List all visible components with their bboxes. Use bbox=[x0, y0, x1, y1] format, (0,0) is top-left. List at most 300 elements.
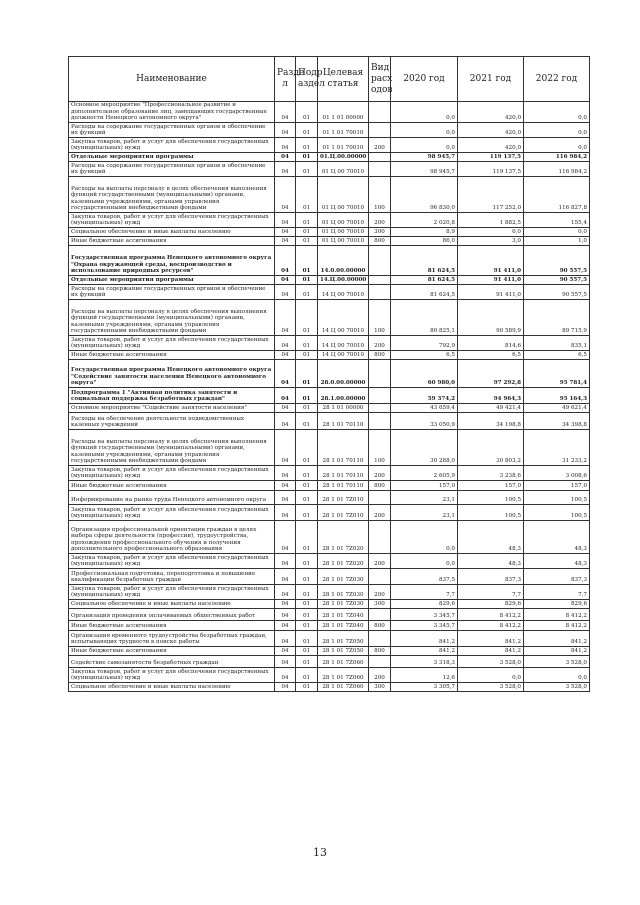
row-2020-cell: 96 830,0 bbox=[391, 177, 458, 213]
row-name-cell: Расходы на выплаты персоналу в целях обеспечения выполнения функций государственными (муниципальными) органами, казенными учреждениями, органами управления государственными внебюджетными фондами bbox=[69, 177, 275, 213]
row-2022-cell: 0,0 bbox=[524, 123, 590, 138]
row-2022-cell: 835,1 bbox=[524, 336, 590, 351]
row-2022-cell: 48,3 bbox=[524, 554, 590, 569]
table-row bbox=[69, 213, 590, 228]
table-row bbox=[69, 585, 590, 600]
row-subsection-cell: 01 bbox=[296, 177, 318, 213]
row-kind-cell bbox=[369, 102, 391, 123]
row-2021-cell: 0,0 bbox=[458, 668, 524, 683]
header-name: Наименование bbox=[69, 57, 275, 102]
row-2020-cell: 86,0 bbox=[391, 237, 458, 246]
table-row bbox=[69, 505, 590, 521]
row-kind-cell: 800 bbox=[369, 237, 391, 246]
header-kind: Вид расх одов bbox=[369, 57, 391, 102]
row-target-cell: 28 1 01 7Z060 bbox=[318, 668, 369, 683]
row-target-cell: 28 1 01 7Z010 bbox=[318, 505, 369, 521]
row-2022-cell: 89 715,9 bbox=[524, 300, 590, 336]
row-2022-cell: 48,3 bbox=[524, 521, 590, 554]
row-kind-cell: 300 bbox=[369, 683, 391, 692]
row-2022-cell: 8 412,2 bbox=[524, 621, 590, 631]
row-2021-cell: 0,0 bbox=[458, 228, 524, 237]
row-kind-cell: 800 bbox=[369, 621, 391, 631]
row-name-cell: Содействие самозанятости безработных граждан bbox=[69, 656, 275, 668]
table-row bbox=[69, 481, 590, 491]
row-target-cell: 28 1 01 7Z030 bbox=[318, 585, 369, 600]
header-2021: 2021 год bbox=[458, 57, 524, 102]
row-subsection-cell: 01 bbox=[296, 647, 318, 656]
table-row bbox=[69, 430, 590, 466]
row-2022-cell: 34 398,8 bbox=[524, 413, 590, 430]
row-2020-cell: 59 374,2 bbox=[391, 388, 458, 404]
row-2021-cell: 841,2 bbox=[458, 647, 524, 656]
row-section-cell: 04 bbox=[275, 656, 296, 668]
row-2021-cell: 97 292,8 bbox=[458, 360, 524, 388]
row-name-cell: Закупка товаров, работ и услуг для обеспечения государственных (муниципальных) нужд bbox=[69, 138, 275, 153]
table-row bbox=[69, 123, 590, 138]
row-target-cell: 14 Ц 00 70010 bbox=[318, 336, 369, 351]
row-2020-cell: 43 659,4 bbox=[391, 404, 458, 413]
row-subsection-cell: 01 bbox=[296, 413, 318, 430]
header-2022: 2022 год bbox=[524, 57, 590, 102]
table-row bbox=[69, 621, 590, 631]
row-kind-cell bbox=[369, 153, 391, 162]
row-target-cell: 28 1 01 70110 bbox=[318, 413, 369, 430]
row-2022-cell: 95 781,4 bbox=[524, 360, 590, 388]
row-2020-cell: 30 288,0 bbox=[391, 430, 458, 466]
table-row bbox=[69, 656, 590, 668]
row-2021-cell: 119 137,5 bbox=[458, 162, 524, 177]
row-name-cell: Отдельные мероприятия программы bbox=[69, 153, 275, 162]
row-section-cell: 04 bbox=[275, 102, 296, 123]
row-2021-cell: 8 412,2 bbox=[458, 609, 524, 621]
row-2022-cell: 0,0 bbox=[524, 102, 590, 123]
row-name-cell: Иные бюджетные ассигнования bbox=[69, 647, 275, 656]
row-kind-cell bbox=[369, 285, 391, 300]
row-2022-cell: 116 827,8 bbox=[524, 177, 590, 213]
row-2021-cell: 3 238,6 bbox=[458, 466, 524, 481]
header-section: Разде л bbox=[275, 57, 296, 102]
row-target-cell: 28 1 01 70110 bbox=[318, 481, 369, 491]
table-row bbox=[69, 102, 590, 123]
page-number: 13 bbox=[313, 846, 327, 859]
row-2022-cell: 3 528,0 bbox=[524, 656, 590, 668]
row-2022-cell: 95 164,3 bbox=[524, 388, 590, 404]
row-section-cell: 04 bbox=[275, 491, 296, 505]
row-target-cell: 28 1 01 7Z030 bbox=[318, 600, 369, 609]
row-2020-cell: 0,0 bbox=[391, 138, 458, 153]
row-2022-cell: 3 528,0 bbox=[524, 683, 590, 692]
row-kind-cell: 200 bbox=[369, 505, 391, 521]
row-section-cell: 04 bbox=[275, 647, 296, 656]
row-name-cell: Социальное обеспечение и иные выплаты населению bbox=[69, 683, 275, 692]
table-row bbox=[69, 360, 590, 388]
row-2021-cell: 48,3 bbox=[458, 521, 524, 554]
row-target-cell: 01 Ц 00 70010 bbox=[318, 162, 369, 177]
row-2021-cell: 420,0 bbox=[458, 102, 524, 123]
row-name-cell: Расходы на выплаты персоналу в целях обеспечения выполнения функций государственными (муниципальными) органами, казенными учреждениями, органами управления государственными внебюджетными фондами bbox=[69, 300, 275, 336]
row-2020-cell: 829,6 bbox=[391, 600, 458, 609]
row-kind-cell: 300 bbox=[369, 228, 391, 237]
row-section-cell: 04 bbox=[275, 413, 296, 430]
row-kind-cell: 200 bbox=[369, 336, 391, 351]
row-target-cell: 28 1 01 7Z020 bbox=[318, 554, 369, 569]
row-subsection-cell: 01 bbox=[296, 285, 318, 300]
row-name-cell: Иные бюджетные ассигнования bbox=[69, 621, 275, 631]
row-kind-cell: 800 bbox=[369, 481, 391, 491]
row-section-cell: 04 bbox=[275, 521, 296, 554]
header-2020: 2020 год bbox=[391, 57, 458, 102]
row-section-cell: 04 bbox=[275, 609, 296, 621]
table-row bbox=[69, 138, 590, 153]
row-section-cell: 04 bbox=[275, 360, 296, 388]
row-subsection-cell: 01 bbox=[296, 404, 318, 413]
row-subsection-cell: 01 bbox=[296, 430, 318, 466]
row-section-cell: 04 bbox=[275, 285, 296, 300]
row-2021-cell: 49 421,4 bbox=[458, 404, 524, 413]
row-2021-cell: 837,3 bbox=[458, 569, 524, 585]
table-row bbox=[69, 466, 590, 481]
row-2020-cell: 23,1 bbox=[391, 491, 458, 505]
table-row bbox=[69, 285, 590, 300]
row-kind-cell bbox=[369, 388, 391, 404]
row-subsection-cell: 01 bbox=[296, 466, 318, 481]
row-target-cell: 14.Ц.00.00000 bbox=[318, 276, 369, 285]
row-2021-cell: 829,6 bbox=[458, 600, 524, 609]
row-name-cell: Информирование на рынке труда Ненецкого автономного округа bbox=[69, 491, 275, 505]
row-2021-cell: 841,2 bbox=[458, 631, 524, 647]
table-row bbox=[69, 177, 590, 213]
row-kind-cell bbox=[369, 631, 391, 647]
row-2021-cell: 119 137,5 bbox=[458, 153, 524, 162]
row-2020-cell: 81 624,5 bbox=[391, 285, 458, 300]
table-row bbox=[69, 569, 590, 585]
row-2022-cell: 0,0 bbox=[524, 228, 590, 237]
row-section-cell: 04 bbox=[275, 430, 296, 466]
table-row bbox=[69, 276, 590, 285]
row-target-cell: 28 1 01 7Z040 bbox=[318, 609, 369, 621]
row-2020-cell: 2 020,8 bbox=[391, 213, 458, 228]
row-subsection-cell: 01 bbox=[296, 656, 318, 668]
row-2020-cell: 0,0 bbox=[391, 521, 458, 554]
row-section-cell: 04 bbox=[275, 466, 296, 481]
table-body bbox=[69, 102, 590, 692]
row-target-cell: 28.1.00.00000 bbox=[318, 388, 369, 404]
row-kind-cell bbox=[369, 162, 391, 177]
row-2022-cell: 6,5 bbox=[524, 351, 590, 360]
row-2020-cell: 157,0 bbox=[391, 481, 458, 491]
row-subsection-cell: 01 bbox=[296, 138, 318, 153]
row-name-cell: Отдельные мероприятия программы bbox=[69, 276, 275, 285]
row-target-cell: 28 1 01 7Z050 bbox=[318, 647, 369, 656]
row-name-cell: Расходы на обеспечение деятельности подведомственных казенных учреждений bbox=[69, 413, 275, 430]
row-subsection-cell: 01 bbox=[296, 505, 318, 521]
row-target-cell: 28 1 01 7Z030 bbox=[318, 569, 369, 585]
table-row bbox=[69, 491, 590, 505]
row-section-cell: 04 bbox=[275, 213, 296, 228]
row-2020-cell: 792,9 bbox=[391, 336, 458, 351]
row-name-cell: Закупка товаров, работ и услуг для обеспечения государственных (муниципальных) нужд bbox=[69, 336, 275, 351]
row-target-cell: 01 Ц 00 70010 bbox=[318, 228, 369, 237]
row-2022-cell: 829,6 bbox=[524, 600, 590, 609]
row-target-cell: 14.0.00.00000 bbox=[318, 246, 369, 276]
row-kind-cell bbox=[369, 246, 391, 276]
row-target-cell: 01 Ц 00 70010 bbox=[318, 237, 369, 246]
row-2022-cell: 116 984,2 bbox=[524, 153, 590, 162]
row-kind-cell bbox=[369, 276, 391, 285]
row-2020-cell: 0,0 bbox=[391, 123, 458, 138]
budget-table bbox=[68, 56, 590, 692]
row-name-cell: Иные бюджетные ассигнования bbox=[69, 481, 275, 491]
row-subsection-cell: 01 bbox=[296, 388, 318, 404]
row-section-cell: 04 bbox=[275, 246, 296, 276]
row-2022-cell: 155,4 bbox=[524, 213, 590, 228]
row-subsection-cell: 01 bbox=[296, 300, 318, 336]
row-section-cell: 04 bbox=[275, 123, 296, 138]
row-kind-cell: 200 bbox=[369, 668, 391, 683]
row-2021-cell: 34 198,8 bbox=[458, 413, 524, 430]
row-kind-cell: 800 bbox=[369, 351, 391, 360]
row-2020-cell: 98 945,7 bbox=[391, 153, 458, 162]
table-row bbox=[69, 647, 590, 656]
row-subsection-cell: 01 bbox=[296, 569, 318, 585]
row-name-cell: Подпрограмма 1 "Активная политика занятости и социальная поддержка безработных граждан" bbox=[69, 388, 275, 404]
row-section-cell: 04 bbox=[275, 600, 296, 609]
row-2020-cell: 33 050,9 bbox=[391, 413, 458, 430]
row-2020-cell: 3 305,7 bbox=[391, 683, 458, 692]
row-subsection-cell: 01 bbox=[296, 631, 318, 647]
row-target-cell: 28 1 01 7Z060 bbox=[318, 656, 369, 668]
row-name-cell: Социальное обеспечение и иные выплаты населению bbox=[69, 228, 275, 237]
row-name-cell: Государственная программа Ненецкого автономного округа "Охрана окружающей среды, воспроизводство и использование природных ресурсов" bbox=[69, 246, 275, 276]
row-target-cell: 01 Ц 00 70010 bbox=[318, 177, 369, 213]
row-kind-cell bbox=[369, 360, 391, 388]
row-section-cell: 04 bbox=[275, 138, 296, 153]
row-target-cell: 28 1 01 70110 bbox=[318, 466, 369, 481]
row-target-cell: 28 1 01 7Z020 bbox=[318, 521, 369, 554]
row-target-cell: 01 1 01 70010 bbox=[318, 123, 369, 138]
row-section-cell: 04 bbox=[275, 177, 296, 213]
row-section-cell: 04 bbox=[275, 505, 296, 521]
row-name-cell: Иные бюджетные ассигнования bbox=[69, 237, 275, 246]
row-2020-cell: 81 624,5 bbox=[391, 246, 458, 276]
row-name-cell: Закупка товаров, работ и услуг для обеспечения государственных (муниципальных) нужд bbox=[69, 213, 275, 228]
row-2021-cell: 157,0 bbox=[458, 481, 524, 491]
row-kind-cell: 200 bbox=[369, 466, 391, 481]
table-row bbox=[69, 554, 590, 569]
row-subsection-cell: 01 bbox=[296, 162, 318, 177]
table-row bbox=[69, 668, 590, 683]
row-target-cell: 01 1 01 00000 bbox=[318, 102, 369, 123]
table-row bbox=[69, 683, 590, 692]
row-section-cell: 04 bbox=[275, 388, 296, 404]
row-2020-cell: 98 945,7 bbox=[391, 162, 458, 177]
row-2020-cell: 3 318,3 bbox=[391, 656, 458, 668]
row-2020-cell: 2 605,9 bbox=[391, 466, 458, 481]
table-row bbox=[69, 609, 590, 621]
budget-table-sheet bbox=[68, 56, 589, 692]
row-2020-cell: 0,0 bbox=[391, 102, 458, 123]
row-section-cell: 04 bbox=[275, 585, 296, 600]
table-row bbox=[69, 351, 590, 360]
row-target-cell: 14 Ц 00 70010 bbox=[318, 351, 369, 360]
table-row bbox=[69, 404, 590, 413]
row-2021-cell: 94 964,3 bbox=[458, 388, 524, 404]
row-name-cell: Основное мероприятие "Профессиональное развитие и дополнительное образование лиц, замещающих государственные должности Ненецкого автономного округа" bbox=[69, 102, 275, 123]
row-2021-cell: 6,5 bbox=[458, 351, 524, 360]
row-subsection-cell: 01 bbox=[296, 621, 318, 631]
row-subsection-cell: 01 bbox=[296, 153, 318, 162]
row-2021-cell: 7,7 bbox=[458, 585, 524, 600]
row-subsection-cell: 01 bbox=[296, 102, 318, 123]
table-row bbox=[69, 388, 590, 404]
row-name-cell: Организация проведения оплачиваемых общественных работ bbox=[69, 609, 275, 621]
table-row bbox=[69, 336, 590, 351]
row-2021-cell: 814,6 bbox=[458, 336, 524, 351]
row-section-cell: 04 bbox=[275, 162, 296, 177]
row-2020-cell: 841,2 bbox=[391, 631, 458, 647]
row-2021-cell: 3 528,0 bbox=[458, 683, 524, 692]
row-section-cell: 04 bbox=[275, 351, 296, 360]
row-target-cell: 28.0.00.00000 bbox=[318, 360, 369, 388]
row-kind-cell bbox=[369, 521, 391, 554]
table-row bbox=[69, 162, 590, 177]
row-section-cell: 04 bbox=[275, 336, 296, 351]
row-kind-cell: 100 bbox=[369, 177, 391, 213]
row-2022-cell: 841,2 bbox=[524, 647, 590, 656]
row-target-cell: 28 1 01 7Z040 bbox=[318, 621, 369, 631]
row-2020-cell: 23,1 bbox=[391, 505, 458, 521]
row-kind-cell bbox=[369, 656, 391, 668]
row-2022-cell: 7,7 bbox=[524, 585, 590, 600]
row-subsection-cell: 01 bbox=[296, 683, 318, 692]
row-subsection-cell: 01 bbox=[296, 585, 318, 600]
row-2021-cell: 420,0 bbox=[458, 123, 524, 138]
row-2022-cell: 100,5 bbox=[524, 505, 590, 521]
row-name-cell: Закупка товаров, работ и услуг для обеспечения государственных (муниципальных) нужд bbox=[69, 585, 275, 600]
row-2020-cell: 8,9 bbox=[391, 228, 458, 237]
row-2020-cell: 0,0 bbox=[391, 554, 458, 569]
row-section-cell: 04 bbox=[275, 228, 296, 237]
row-kind-cell bbox=[369, 404, 391, 413]
row-name-cell: Закупка товаров, работ и услуг для обеспечения государственных (муниципальных) нужд bbox=[69, 554, 275, 569]
row-section-cell: 04 bbox=[275, 153, 296, 162]
row-target-cell: 01 1 01 70010 bbox=[318, 138, 369, 153]
table-row bbox=[69, 300, 590, 336]
row-2022-cell: 841,2 bbox=[524, 631, 590, 647]
row-2020-cell: 3 345,7 bbox=[391, 621, 458, 631]
row-2021-cell: 100,5 bbox=[458, 491, 524, 505]
row-target-cell: 01.Ц.00.00000 bbox=[318, 153, 369, 162]
row-name-cell: Основное мероприятие "Содействие занятости населения" bbox=[69, 404, 275, 413]
row-kind-cell bbox=[369, 609, 391, 621]
row-2021-cell: 91 411,0 bbox=[458, 285, 524, 300]
row-kind-cell: 200 bbox=[369, 138, 391, 153]
row-target-cell: 28 1 01 70110 bbox=[318, 430, 369, 466]
row-name-cell: Расходы на содержание государственных органов и обеспечение их функций bbox=[69, 162, 275, 177]
row-2021-cell: 48,3 bbox=[458, 554, 524, 569]
header-target: Целевая статья bbox=[318, 57, 369, 102]
row-2020-cell: 7,7 bbox=[391, 585, 458, 600]
row-target-cell: 28 1 01 00000 bbox=[318, 404, 369, 413]
row-2022-cell: 0,0 bbox=[524, 668, 590, 683]
row-target-cell: 14 Ц 00 70010 bbox=[318, 285, 369, 300]
row-2022-cell: 90 557,5 bbox=[524, 246, 590, 276]
row-subsection-cell: 01 bbox=[296, 481, 318, 491]
row-name-cell: Закупка товаров, работ и услуг для обеспечения государственных (муниципальных) нужд bbox=[69, 466, 275, 481]
table-row bbox=[69, 600, 590, 609]
row-2021-cell: 90 589,9 bbox=[458, 300, 524, 336]
row-kind-cell: 800 bbox=[369, 647, 391, 656]
row-section-cell: 04 bbox=[275, 276, 296, 285]
row-target-cell: 14 Ц 00 70010 bbox=[318, 300, 369, 336]
row-2022-cell: 100,5 bbox=[524, 491, 590, 505]
row-2021-cell: 8 412,2 bbox=[458, 621, 524, 631]
row-2022-cell: 837,3 bbox=[524, 569, 590, 585]
row-2021-cell: 117 252,0 bbox=[458, 177, 524, 213]
table-row bbox=[69, 153, 590, 162]
row-subsection-cell: 01 bbox=[296, 246, 318, 276]
row-section-cell: 04 bbox=[275, 237, 296, 246]
table-row bbox=[69, 631, 590, 647]
row-2021-cell: 100,5 bbox=[458, 505, 524, 521]
row-2022-cell: 31 233,2 bbox=[524, 430, 590, 466]
row-2022-cell: 49 621,4 bbox=[524, 404, 590, 413]
row-kind-cell: 200 bbox=[369, 554, 391, 569]
row-2021-cell: 91 411,0 bbox=[458, 276, 524, 285]
row-section-cell: 04 bbox=[275, 554, 296, 569]
row-kind-cell: 100 bbox=[369, 430, 391, 466]
row-subsection-cell: 01 bbox=[296, 123, 318, 138]
row-2022-cell: 90 557,5 bbox=[524, 276, 590, 285]
row-name-cell: Закупка товаров, работ и услуг для обеспечения государственных (муниципальных) нужд bbox=[69, 668, 275, 683]
table-row bbox=[69, 246, 590, 276]
row-name-cell: Профессиональная подготовка, переподготовка и повышение квалификации безработных граждан bbox=[69, 569, 275, 585]
row-kind-cell bbox=[369, 569, 391, 585]
row-section-cell: 04 bbox=[275, 621, 296, 631]
row-2020-cell: 6,5 bbox=[391, 351, 458, 360]
row-name-cell: Организация временного трудоустройства безработных граждан, испытывающих трудности в поиске работы bbox=[69, 631, 275, 647]
row-section-cell: 04 bbox=[275, 569, 296, 585]
row-name-cell: Расходы на содержание государственных органов и обеспечение их функций bbox=[69, 123, 275, 138]
row-2021-cell: 30 803,2 bbox=[458, 430, 524, 466]
row-section-cell: 04 bbox=[275, 300, 296, 336]
row-subsection-cell: 01 bbox=[296, 360, 318, 388]
row-name-cell: Расходы на выплаты персоналу в целях обеспечения выполнения функций государственными (муниципальными) органами, казенными учреждениями, органами управления государственными внебюджетными фондами bbox=[69, 430, 275, 466]
row-subsection-cell: 01 bbox=[296, 554, 318, 569]
row-subsection-cell: 01 bbox=[296, 521, 318, 554]
row-subsection-cell: 01 bbox=[296, 600, 318, 609]
row-kind-cell: 200 bbox=[369, 585, 391, 600]
row-2022-cell: 8 412,2 bbox=[524, 609, 590, 621]
row-subsection-cell: 01 bbox=[296, 491, 318, 505]
row-subsection-cell: 01 bbox=[296, 228, 318, 237]
row-kind-cell bbox=[369, 491, 391, 505]
row-2020-cell: 80 825,1 bbox=[391, 300, 458, 336]
row-2020-cell: 60 980,0 bbox=[391, 360, 458, 388]
row-name-cell: Закупка товаров, работ и услуг для обеспечения государственных (муниципальных) нужд bbox=[69, 505, 275, 521]
table-row bbox=[69, 228, 590, 237]
row-kind-cell: 300 bbox=[369, 600, 391, 609]
row-2021-cell: 3,0 bbox=[458, 237, 524, 246]
row-subsection-cell: 01 bbox=[296, 668, 318, 683]
row-section-cell: 04 bbox=[275, 631, 296, 647]
row-2022-cell: 116 984,2 bbox=[524, 162, 590, 177]
row-subsection-cell: 01 bbox=[296, 213, 318, 228]
row-2020-cell: 81 624,5 bbox=[391, 276, 458, 285]
row-2021-cell: 91 411,0 bbox=[458, 246, 524, 276]
row-2020-cell: 837,5 bbox=[391, 569, 458, 585]
row-name-cell: Социальное обеспечение и иные выплаты населению bbox=[69, 600, 275, 609]
